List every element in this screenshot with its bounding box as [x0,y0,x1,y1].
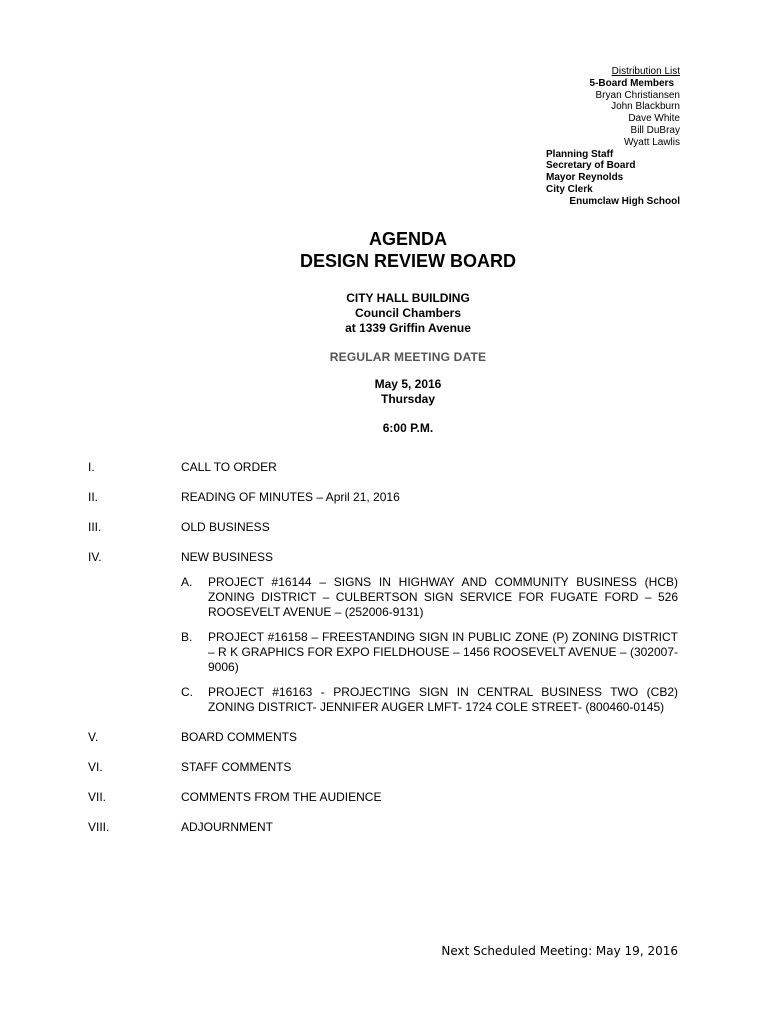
project-item-text: PROJECT #16144 – SIGNS IN HIGHWAY AND COMMUNITY BUSINESS (HCB) ZONING DISTRICT – CULBERTSON SIGN SERVICE FOR FUGATE FORD – 526 ROOSEVELT AVENUE – (252006-9131) [208,575,678,619]
agenda-item-text: BOARD COMMENTS [181,730,298,744]
agenda-item [88,460,688,475]
agenda-item-number: III. [88,520,102,534]
agenda-item-number: V. [88,730,99,744]
weekday: Thursday [380,392,435,406]
project-item [181,630,678,675]
agenda-item-text: NEW BUSINESS [181,550,274,564]
meeting-date [0,377,770,407]
agenda-item-number: VIII. [88,820,110,834]
agenda-title: AGENDA [368,229,447,249]
meeting-type: REGULAR MEETING DATE [329,350,487,364]
member-name: John Blackburn [611,101,680,113]
distribution-recipient: City Clerk [546,183,593,195]
agenda-item-number: II. [88,490,99,504]
agenda-item-number: IV. [88,550,102,564]
agenda-item-text: READING OF MINUTES – April 21, 2016 [181,490,400,504]
agenda-item [88,520,688,535]
project-item-letter: A. [181,575,193,589]
agenda-item [88,730,688,745]
distribution-recipient: Secretary of Board [546,160,636,172]
address: at 1339 Griffin Avenue [345,321,471,335]
agenda-item [88,760,688,775]
member-name: Dave White [628,113,680,125]
agenda-item [88,820,688,835]
project-item-text: PROJECT #16158 – FREESTANDING SIGN IN PUBLIC ZONE (P) ZONING DISTRICT – R K GRAPHICS FOR EXPO FIELDHOUSE – 1456 ROOSEVELT AVENUE – (302007-9006) [208,630,678,674]
board-title: DESIGN REVIEW BOARD [299,251,517,271]
member-name: Wyatt Lawlis [623,136,680,148]
distribution-list-title: Distribution List [611,66,680,77]
agenda-item-number: VII. [88,790,107,804]
distribution-recipient: Mayor Reynolds [546,172,624,184]
project-item-text: PROJECT #16163 - PROJECTING SIGN IN CENTRAL BUSINESS TWO (CB2) ZONING DISTRICT- JENNIFER AUGER LMFT- 1724 COLE STREET- (800460-0145) [208,685,678,714]
member-name: Bryan Christiansen [595,89,680,101]
agenda-item [88,490,688,505]
board-members-header: 5-Board Members [589,77,674,89]
date: May 5, 2016 [374,377,442,391]
agenda-item-text: CALL TO ORDER [181,460,277,474]
agenda-item [88,790,688,805]
agenda-item-text: COMMENTS FROM THE AUDIENCE [181,790,382,804]
venue [0,291,770,336]
project-item-letter: B. [181,630,193,644]
agenda-item-text: OLD BUSINESS [181,520,270,534]
agenda-list [88,460,688,850]
next-meeting-note: Next Scheduled Meeting: May 19, 2016 [441,944,678,958]
room-name: Council Chambers [354,306,462,320]
building-name: CITY HALL BUILDING [346,291,470,305]
agenda-header [0,228,770,436]
member-name: Bill DuBray [630,124,680,136]
project-item [181,575,678,620]
distribution-recipient: Planning Staff [546,148,614,160]
agenda-item-text: ADJOURNMENT [181,820,273,834]
agenda-item-number: I. [88,460,95,474]
distribution-list [420,66,680,208]
project-item-letter: C. [181,685,193,699]
agenda-item-text: STAFF COMMENTS [181,760,292,774]
meeting-time: 6:00 P.M. [382,421,434,435]
new-business-list [181,575,688,715]
agenda-item [88,550,688,565]
project-item [181,685,678,715]
agenda-item-number: VI. [88,760,103,774]
distribution-recipient-school: Enumclaw High School [569,195,680,207]
